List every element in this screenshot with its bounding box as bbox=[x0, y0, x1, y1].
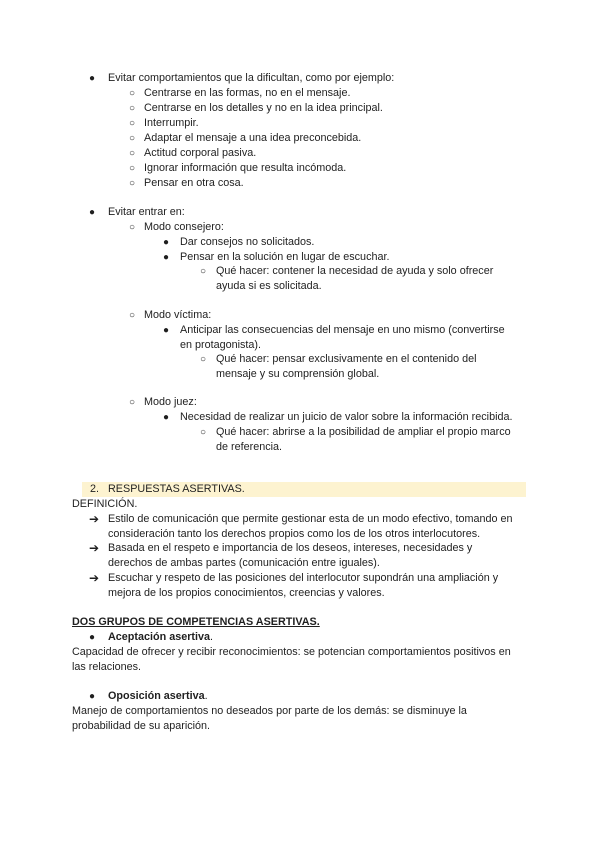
definition-point-cont: mejora de los propios conocimientos, creencias y valores. bbox=[108, 587, 385, 599]
aceptacion-desc-cont: las relaciones. bbox=[72, 661, 142, 673]
bullet-circle: ○ bbox=[128, 148, 136, 159]
bullet-circle: ○ bbox=[128, 310, 136, 321]
arrow-icon: ➔ bbox=[89, 512, 100, 526]
list-item: Necesidad de realizar un juicio de valor sobre la información recibida. bbox=[180, 411, 513, 423]
list-item: Pensar en otra cosa. bbox=[144, 177, 244, 189]
bullet-circle: ○ bbox=[128, 178, 136, 189]
oposicion-title bbox=[108, 689, 208, 704]
list-item: Interrumpir. bbox=[144, 117, 199, 129]
list-item: Centrarse en los detalles y no en la idea principal. bbox=[144, 102, 383, 114]
bullet-dot: ● bbox=[88, 73, 96, 84]
bullet-dot: ● bbox=[88, 691, 96, 702]
what-to-do-cont: de referencia. bbox=[216, 441, 283, 453]
aceptacion-desc: Capacidad de ofrecer y recibir reconocimientos: se potencian comportamientos positivos en bbox=[72, 646, 511, 658]
bullet-circle: ○ bbox=[128, 118, 136, 129]
list-item: Anticipar las consecuencias del mensaje en uno mismo (convertirse bbox=[180, 324, 505, 336]
bullet-dot: ● bbox=[88, 632, 96, 643]
mode-consejero-title: Modo consejero: bbox=[144, 221, 224, 233]
oposicion-desc-cont: probabilidad de su aparición. bbox=[72, 720, 211, 732]
bullet-circle: ○ bbox=[128, 133, 136, 144]
list-item: Ignorar información que resulta incómoda. bbox=[144, 162, 347, 174]
definition-point: Estilo de comunicación que permite gestionar esta de un modo efectivo, tomando en bbox=[108, 513, 513, 525]
definition-point: Escuchar y respeto de las posiciones del interlocutor supondrán una ampliación y bbox=[108, 572, 499, 584]
mode-victima-title: Modo víctima: bbox=[144, 309, 212, 321]
section-number: 2. bbox=[90, 483, 100, 495]
bullet-dot: ● bbox=[88, 207, 96, 218]
what-to-do-cont: mensaje y su comprensión global. bbox=[216, 368, 380, 380]
list-item-cont: en protagonista). bbox=[180, 339, 262, 351]
definition-point: Basada en el respeto e importancia de los deseos, intereses, necesidades y bbox=[108, 542, 473, 554]
list-item: Dar consejos no solicitados. bbox=[180, 236, 315, 248]
mode-juez-title: Modo juez: bbox=[144, 396, 197, 408]
aceptacion-title-text: Aceptación asertiva bbox=[108, 631, 211, 643]
definition-point-cont: consideración tanto los derechos propios como los de los otros interlocutores. bbox=[108, 528, 481, 540]
competencias-heading: DOS GRUPOS DE COMPETENCIAS ASERTIVAS. bbox=[72, 616, 320, 628]
bullet-circle: ○ bbox=[199, 354, 207, 365]
bullet-circle: ○ bbox=[199, 427, 207, 438]
definition-label: DEFINICIÓN. bbox=[72, 498, 138, 510]
bullet-dot: ● bbox=[162, 325, 170, 336]
bullet-circle: ○ bbox=[128, 88, 136, 99]
bullet-circle: ○ bbox=[199, 266, 207, 277]
bullet-circle: ○ bbox=[128, 222, 136, 233]
bullet-circle: ○ bbox=[128, 397, 136, 408]
oposicion-title-text: Oposición asertiva bbox=[108, 690, 205, 702]
list-item: Actitud corporal pasiva. bbox=[144, 147, 257, 159]
bullet-circle: ○ bbox=[128, 103, 136, 114]
what-to-do-cont: ayuda si es solicitada. bbox=[216, 280, 322, 292]
oposicion-desc: Manejo de comportamientos no deseados por parte de los demás: se disminuye la bbox=[72, 705, 467, 717]
bullet-dot: ● bbox=[162, 412, 170, 423]
list-item: Centrarse en las formas, no en el mensaje. bbox=[144, 87, 351, 99]
aceptacion-punct: . bbox=[210, 631, 214, 643]
aceptacion-title bbox=[108, 630, 213, 645]
definition-point-cont: derechos de ambas partes (comunicación entre iguales). bbox=[108, 557, 380, 569]
bullet-dot: ● bbox=[162, 252, 170, 263]
oposicion-punct: . bbox=[204, 690, 208, 702]
list-item: Adaptar el mensaje a una idea preconcebida. bbox=[144, 132, 362, 144]
section-title: RESPUESTAS ASERTIVAS. bbox=[108, 483, 245, 495]
what-to-do: Qué hacer: abrirse a la posibilidad de ampliar el propio marco bbox=[216, 426, 511, 438]
arrow-icon: ➔ bbox=[89, 541, 100, 555]
bullet-dot: ● bbox=[162, 237, 170, 248]
what-to-do: Qué hacer: pensar exclusivamente en el contenido del bbox=[216, 353, 477, 365]
what-to-do: Qué hacer: contener la necesidad de ayuda y solo ofrecer bbox=[216, 265, 494, 277]
list1-heading: Evitar comportamientos que la dificultan, como por ejemplo: bbox=[108, 72, 395, 84]
arrow-icon: ➔ bbox=[89, 571, 100, 585]
bullet-circle: ○ bbox=[128, 163, 136, 174]
list2-heading: Evitar entrar en: bbox=[108, 206, 185, 218]
list-item: Pensar en la solución en lugar de escuchar. bbox=[180, 251, 390, 263]
